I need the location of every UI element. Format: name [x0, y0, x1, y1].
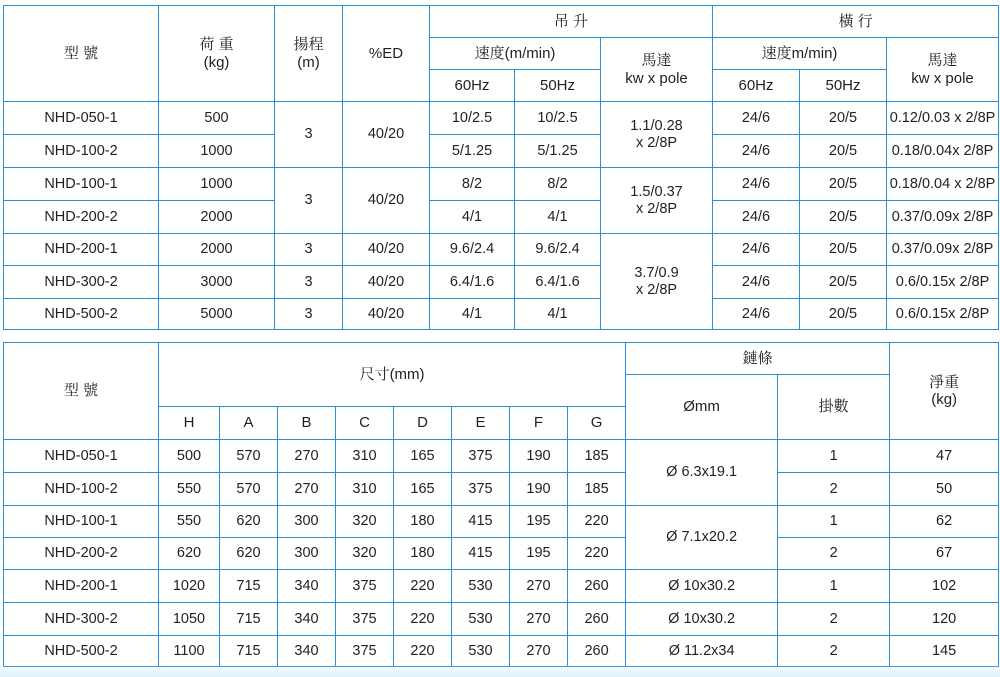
dim-g-cell: 220: [568, 506, 626, 538]
model-cell: NHD-050-1: [4, 102, 159, 135]
load-cell: 2000: [159, 234, 275, 266]
travel-50hz-cell: 20/5: [800, 266, 887, 299]
table-row: [4, 102, 999, 135]
model-cell: NHD-100-1: [4, 168, 159, 201]
model-cell: NHD-300-2: [4, 266, 159, 299]
dim-c-cell: 310: [336, 440, 394, 473]
dim-a-cell: 620: [220, 538, 278, 570]
dim-e-cell: 415: [452, 538, 510, 570]
header-hoist-motor: 馬達 kw x pole: [601, 38, 713, 102]
header-lift: 揚程 (m): [275, 6, 343, 102]
load-cell: 3000: [159, 266, 275, 299]
model-cell: NHD-050-1: [4, 440, 159, 473]
hoist-60hz-cell: 8/2: [430, 168, 515, 201]
falls-cell: 1: [778, 506, 890, 538]
dim-a-cell: 570: [220, 440, 278, 473]
travel-60hz-cell: 24/6: [713, 168, 800, 201]
table-row: [4, 201, 999, 234]
falls-cell: 1: [778, 440, 890, 473]
hoist-50hz-cell: 6.4/1.6: [515, 266, 601, 299]
hoist-60hz-cell: 9.6/2.4: [430, 234, 515, 266]
header-duty-cycle: %ED: [343, 6, 430, 102]
dim-f-cell: 195: [510, 538, 568, 570]
dim-c-cell: 320: [336, 506, 394, 538]
table-row: [4, 135, 999, 168]
header-travel-50hz: 50Hz: [800, 70, 887, 102]
dim-g-cell: 260: [568, 636, 626, 667]
travel-60hz-cell: 24/6: [713, 102, 800, 135]
header-travel-motor: 馬達 kw x pole: [887, 38, 999, 102]
duty-cycle-cell: 40/20: [343, 299, 430, 330]
dim-d-cell: 165: [394, 440, 452, 473]
header-model: 型 號: [4, 343, 159, 440]
dim-c-cell: 375: [336, 603, 394, 636]
travel-60hz-cell: 24/6: [713, 201, 800, 234]
table-row: [4, 506, 999, 538]
travel-motor-cell: 0.18/0.04 x 2/8P: [887, 168, 999, 201]
dim-a-cell: 620: [220, 506, 278, 538]
travel-50hz-cell: 20/5: [800, 201, 887, 234]
lift-cell: 3: [275, 168, 343, 234]
chain-cell: Ø 10x30.2: [626, 570, 778, 603]
dim-c-cell: 310: [336, 473, 394, 506]
lift-cell: 3: [275, 102, 343, 168]
dim-g-cell: 220: [568, 538, 626, 570]
header-dim-a: A: [220, 407, 278, 440]
header-chain-diameter: Ømm: [626, 375, 778, 440]
hoist-50hz-cell: 5/1.25: [515, 135, 601, 168]
duty-cycle-cell: 40/20: [343, 168, 430, 234]
dim-b-cell: 340: [278, 636, 336, 667]
travel-60hz-cell: 24/6: [713, 234, 800, 266]
dim-d-cell: 180: [394, 506, 452, 538]
dim-a-cell: 715: [220, 570, 278, 603]
table-row: [4, 299, 999, 330]
dim-a-cell: 715: [220, 636, 278, 667]
chain-cell: Ø 10x30.2: [626, 603, 778, 636]
dim-d-cell: 180: [394, 538, 452, 570]
duty-cycle-cell: 40/20: [343, 234, 430, 266]
header-model: 型 號: [4, 6, 159, 102]
travel-motor-cell: 0.6/0.15x 2/8P: [887, 266, 999, 299]
hoist-motor-cell: 3.7/0.9 x 2/8P: [601, 234, 713, 330]
load-cell: 1000: [159, 168, 275, 201]
header-dimensions: 尺寸(mm): [159, 343, 626, 407]
weight-cell: 145: [890, 636, 999, 667]
dim-e-cell: 530: [452, 603, 510, 636]
header-falls: 掛數: [778, 375, 890, 440]
dim-g-cell: 185: [568, 473, 626, 506]
dim-e-cell: 415: [452, 506, 510, 538]
travel-60hz-cell: 24/6: [713, 266, 800, 299]
dim-b-cell: 340: [278, 603, 336, 636]
falls-cell: 2: [778, 636, 890, 667]
dim-f-cell: 270: [510, 636, 568, 667]
hoist-60hz-cell: 6.4/1.6: [430, 266, 515, 299]
weight-cell: 120: [890, 603, 999, 636]
dim-b-cell: 270: [278, 473, 336, 506]
dim-c-cell: 375: [336, 570, 394, 603]
falls-cell: 1: [778, 570, 890, 603]
duty-cycle-cell: 40/20: [343, 102, 430, 168]
hoist-60hz-cell: 10/2.5: [430, 102, 515, 135]
model-cell: NHD-200-2: [4, 538, 159, 570]
travel-50hz-cell: 20/5: [800, 102, 887, 135]
dim-e-cell: 530: [452, 636, 510, 667]
table-row: [4, 473, 999, 506]
dim-h-cell: 620: [159, 538, 220, 570]
travel-50hz-cell: 20/5: [800, 168, 887, 201]
load-cell: 500: [159, 102, 275, 135]
dim-h-cell: 550: [159, 506, 220, 538]
header-load: 荷 重 (kg): [159, 6, 275, 102]
hoist-60hz-cell: 4/1: [430, 201, 515, 234]
model-cell: NHD-500-2: [4, 299, 159, 330]
dim-b-cell: 300: [278, 538, 336, 570]
model-cell: NHD-500-2: [4, 636, 159, 667]
falls-cell: 2: [778, 538, 890, 570]
chain-cell: Ø 6.3x19.1: [626, 440, 778, 506]
lift-cell: 3: [275, 299, 343, 330]
weight-cell: 67: [890, 538, 999, 570]
load-cell: 5000: [159, 299, 275, 330]
dim-g-cell: 185: [568, 440, 626, 473]
dim-c-cell: 320: [336, 538, 394, 570]
dim-e-cell: 375: [452, 473, 510, 506]
travel-60hz-cell: 24/6: [713, 299, 800, 330]
header-hoist-speed: 速度(m/min): [430, 38, 601, 70]
dim-c-cell: 375: [336, 636, 394, 667]
header-net-weight: 淨重 (kg): [890, 343, 999, 440]
dim-d-cell: 165: [394, 473, 452, 506]
weight-cell: 62: [890, 506, 999, 538]
table-row: [4, 440, 999, 473]
weight-cell: 102: [890, 570, 999, 603]
dim-g-cell: 260: [568, 570, 626, 603]
header-dim-c: C: [336, 407, 394, 440]
model-cell: NHD-200-1: [4, 234, 159, 266]
falls-cell: 2: [778, 473, 890, 506]
dim-b-cell: 270: [278, 440, 336, 473]
table-row: [4, 234, 999, 266]
travel-motor-cell: 0.12/0.03 x 2/8P: [887, 102, 999, 135]
header-dim-d: D: [394, 407, 452, 440]
travel-50hz-cell: 20/5: [800, 299, 887, 330]
dim-h-cell: 1050: [159, 603, 220, 636]
travel-motor-cell: 0.6/0.15x 2/8P: [887, 299, 999, 330]
chain-cell: Ø 11.2x34: [626, 636, 778, 667]
travel-50hz-cell: 20/5: [800, 234, 887, 266]
travel-60hz-cell: 24/6: [713, 135, 800, 168]
hoist-50hz-cell: 9.6/2.4: [515, 234, 601, 266]
dim-f-cell: 270: [510, 570, 568, 603]
hoist-50hz-cell: 8/2: [515, 168, 601, 201]
table-row: [4, 636, 999, 667]
header-hoist-60hz: 60Hz: [430, 70, 515, 102]
load-cell: 2000: [159, 201, 275, 234]
table-row: [4, 570, 999, 603]
weight-cell: 50: [890, 473, 999, 506]
hoist-50hz-cell: 4/1: [515, 299, 601, 330]
travel-50hz-cell: 20/5: [800, 135, 887, 168]
table-row: [4, 538, 999, 570]
hoist-50hz-cell: 4/1: [515, 201, 601, 234]
specification-table: [3, 5, 999, 330]
hoist-60hz-cell: 4/1: [430, 299, 515, 330]
model-cell: NHD-100-1: [4, 506, 159, 538]
header-chain: 鏈條: [626, 343, 890, 375]
dim-h-cell: 500: [159, 440, 220, 473]
dim-a-cell: 570: [220, 473, 278, 506]
header-travel-60hz: 60Hz: [713, 70, 800, 102]
dim-f-cell: 190: [510, 440, 568, 473]
lift-cell: 3: [275, 266, 343, 299]
header-hoist: 吊 升: [430, 6, 713, 38]
header-travel: 橫 行: [713, 6, 999, 38]
dim-b-cell: 340: [278, 570, 336, 603]
header-dim-b: B: [278, 407, 336, 440]
load-cell: 1000: [159, 135, 275, 168]
model-cell: NHD-200-2: [4, 201, 159, 234]
dim-e-cell: 530: [452, 570, 510, 603]
dim-h-cell: 550: [159, 473, 220, 506]
model-cell: NHD-100-2: [4, 135, 159, 168]
hoist-motor-cell: 1.5/0.37 x 2/8P: [601, 168, 713, 234]
travel-motor-cell: 0.18/0.04x 2/8P: [887, 135, 999, 168]
dim-h-cell: 1020: [159, 570, 220, 603]
hoist-60hz-cell: 5/1.25: [430, 135, 515, 168]
dim-h-cell: 1100: [159, 636, 220, 667]
table-row: [4, 168, 999, 201]
hoist-motor-cell: 1.1/0.28 x 2/8P: [601, 102, 713, 168]
dim-f-cell: 195: [510, 506, 568, 538]
dim-f-cell: 270: [510, 603, 568, 636]
duty-cycle-cell: 40/20: [343, 266, 430, 299]
header-dim-f: F: [510, 407, 568, 440]
table-row: [4, 603, 999, 636]
dimension-table: [3, 342, 999, 667]
header-hoist-50hz: 50Hz: [515, 70, 601, 102]
dim-b-cell: 300: [278, 506, 336, 538]
hoist-50hz-cell: 10/2.5: [515, 102, 601, 135]
dim-d-cell: 220: [394, 636, 452, 667]
travel-motor-cell: 0.37/0.09x 2/8P: [887, 234, 999, 266]
table-row: [4, 266, 999, 299]
dim-d-cell: 220: [394, 570, 452, 603]
chain-cell: Ø 7.1x20.2: [626, 506, 778, 570]
header-dim-g: G: [568, 407, 626, 440]
model-cell: NHD-100-2: [4, 473, 159, 506]
travel-motor-cell: 0.37/0.09x 2/8P: [887, 201, 999, 234]
lift-cell: 3: [275, 234, 343, 266]
model-cell: NHD-300-2: [4, 603, 159, 636]
header-dim-e: E: [452, 407, 510, 440]
dim-f-cell: 190: [510, 473, 568, 506]
header-dim-h: H: [159, 407, 220, 440]
model-cell: NHD-200-1: [4, 570, 159, 603]
header-travel-speed: 速度m/min): [713, 38, 887, 70]
falls-cell: 2: [778, 603, 890, 636]
dim-a-cell: 715: [220, 603, 278, 636]
dim-e-cell: 375: [452, 440, 510, 473]
weight-cell: 47: [890, 440, 999, 473]
dim-g-cell: 260: [568, 603, 626, 636]
dim-d-cell: 220: [394, 603, 452, 636]
